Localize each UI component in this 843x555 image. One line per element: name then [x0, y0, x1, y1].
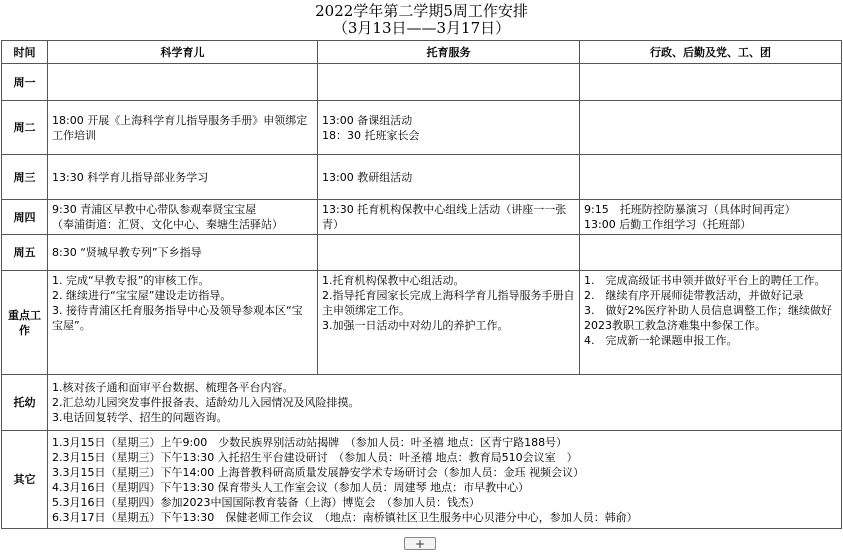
schedule-table [1, 40, 842, 529]
cell-text: 13:00 教研组活动 [322, 170, 413, 184]
list-item: 1.3月15日（星期三）上午9:00 少数民族界别活动站揭牌 （参加人员：叶圣禧 地点：区青宁路188号） [52, 435, 568, 449]
list-item: 3. 做好2%医疗补助人员信息调整工作；继续做好2023教职工救急济难集中参保工作。 [584, 304, 832, 332]
list-item: 3.3月15日（星期三）下午14:00 上海普教科研高质量发展静安学术专场研讨会（参加人员：金珏 视频会议） [52, 465, 585, 479]
cell-text: 13:30 科学育儿指导部业务学习 [52, 170, 209, 184]
list-item: 3.加强一日活动中对幼儿的养护工作。 [322, 319, 509, 332]
row-thursday [2, 200, 842, 235]
cell-admin[interactable] [580, 101, 842, 155]
header-time: 时间 [2, 41, 48, 64]
cell-science[interactable] [48, 271, 318, 375]
cell-science[interactable] [48, 200, 318, 235]
list-item: 6.3月17日（星期五）下午13:30 保健老师工作会议 （地点：南桥镇社区卫生服务中心贝港分中心，参加人员：韩俞） [52, 510, 638, 524]
list-item: 2. 继续进行“宝宝屋”建设走访指导。 [52, 289, 232, 302]
list-item: 3.电话回复转学、招生的问题咨询。 [52, 411, 228, 424]
cell-admin[interactable] [580, 200, 842, 235]
cell-text: 18:00 开展《上海科学育儿指导服务手册》申领绑定工作培训 [52, 113, 308, 142]
list-item: 2.汇总幼儿园突发事件报备表、适龄幼儿入园情况及风险排摸。 [52, 396, 360, 409]
list-item: 1. 完成“早教专报”的审核工作。 [52, 274, 210, 287]
tuoyou-label: 托幼 [2, 375, 48, 431]
row-friday [2, 235, 842, 271]
header-admin: 行政、后勤及党、工、团 [580, 41, 842, 64]
cell-tuoyou[interactable] [48, 375, 842, 431]
page-subtitle: （3月13日——3月17日） [332, 19, 511, 37]
list-item: 4.3月16日（星期四）下午13:30 保育带头人工作室会议（参加人员：周建琴 地点：市早教中心） [52, 480, 530, 494]
list-item: 3. 接待青浦区托育服务指导中心及领导参观本区“宝宝屋”。 [52, 304, 303, 332]
cell-childcare[interactable] [318, 101, 580, 155]
list-item: 1. 完成高级证书申领并做好平台上的聘任工作。 [584, 274, 826, 287]
list-item: 5.3月16日（星期四）参加2023中国国际教育装备（上海）博览会 （参加人员：钱杰） [52, 495, 480, 509]
cell-childcare[interactable] [318, 200, 580, 235]
cell-text: 9:30 青浦区早教中心带队参观奉贤宝宝屋 [52, 203, 257, 216]
list-item: 2.指导托育园家长完成上海科学育儿指导服务手册自主申领绑定工作。 [322, 289, 575, 317]
cell-science[interactable] [48, 64, 318, 101]
cell-text: 9:15 托班防控防暴演习（具体时间再定） [584, 203, 796, 216]
cell-admin[interactable] [580, 64, 842, 101]
list-item: 2. 继续有序开展师徒带教活动，并做好记录 [584, 289, 804, 302]
header-row [2, 41, 842, 64]
key-work-label: 重点工作 [2, 271, 48, 375]
list-item: 1.核对孩子通和面审平台数据、梳理各平台内容。 [52, 381, 294, 394]
day-label: 周三 [2, 155, 48, 200]
row-monday [2, 64, 842, 101]
row-wednesday [2, 155, 842, 200]
cell-childcare[interactable] [318, 235, 580, 271]
cell-text: 18：30 托班家长会 [322, 128, 420, 142]
day-label: 周一 [2, 64, 48, 101]
list-item: 1.托育机构保教中心组活动。 [322, 274, 465, 287]
row-others [2, 431, 842, 529]
header-childcare: 托育服务 [318, 41, 580, 64]
cell-admin[interactable] [580, 155, 842, 200]
cell-text: 13:00 后勤工作组学习（托班部） [584, 218, 752, 231]
add-row-button[interactable]: + [404, 537, 436, 550]
header-science: 科学育儿 [48, 41, 318, 64]
cell-others[interactable] [48, 431, 842, 529]
cell-text: （奉浦街道：汇贤、文化中心、秦塘生活驿站） [52, 218, 283, 231]
day-label: 周五 [2, 235, 48, 271]
cell-childcare[interactable] [318, 64, 580, 101]
cell-science[interactable] [48, 101, 318, 155]
list-item: 4. 完成新一轮课题申报工作。 [584, 334, 738, 347]
page-title: 2022学年第二学期5周工作安排 [315, 2, 528, 20]
cell-childcare[interactable] [318, 155, 580, 200]
cell-admin[interactable] [580, 271, 842, 375]
cell-science[interactable] [48, 155, 318, 200]
cell-text: 13:00 备课组活动 [322, 113, 413, 127]
cell-admin[interactable] [580, 235, 842, 271]
others-label: 其它 [2, 431, 48, 529]
cell-childcare[interactable] [318, 271, 580, 375]
day-label: 周二 [2, 101, 48, 155]
row-tuesday [2, 101, 842, 155]
cell-text: 8:30 “贤城早教专列”下乡指导 [52, 246, 202, 259]
row-tuoyou [2, 375, 842, 431]
list-item: 2.3月15日（星期三）下午13:30 入托招生平台建设研讨 （参加人员：叶圣禧 地点：教育局510会议室 ） [52, 450, 578, 464]
cell-text: 13:30 托育机构保教中心组线上活动（讲座一一张青） [322, 203, 567, 231]
day-label: 周四 [2, 200, 48, 235]
row-key-work [2, 271, 842, 375]
cell-science[interactable] [48, 235, 318, 271]
